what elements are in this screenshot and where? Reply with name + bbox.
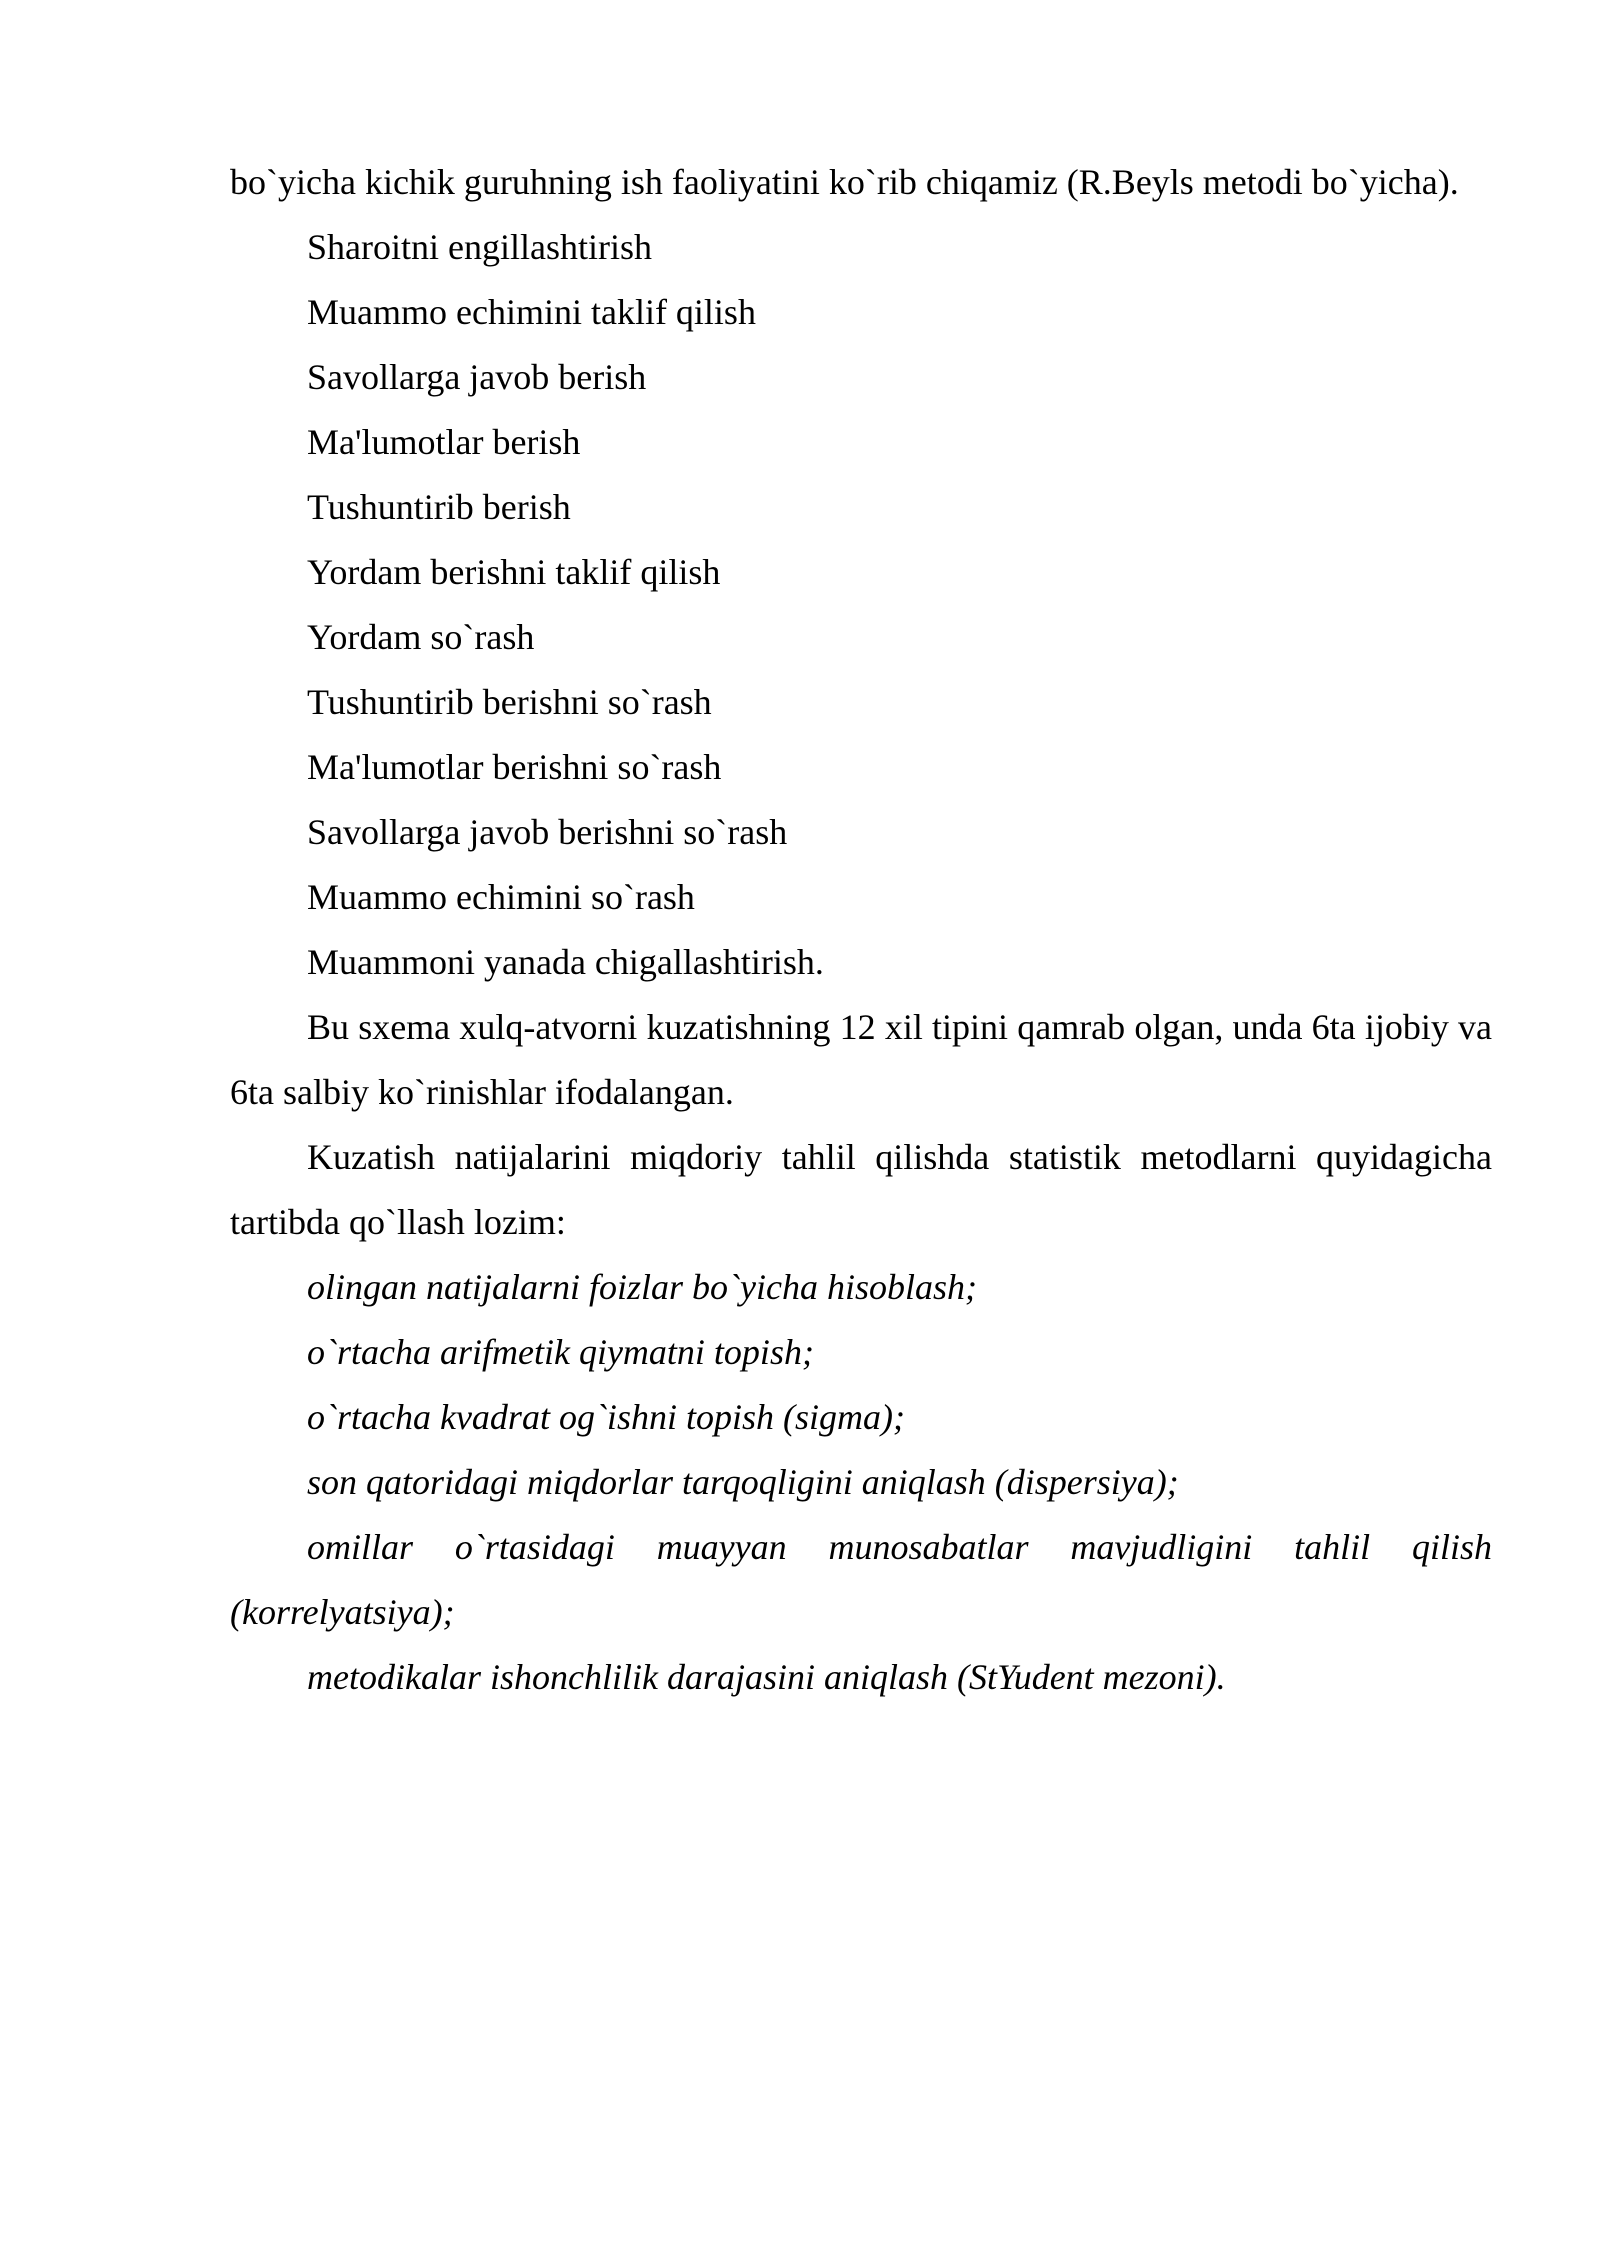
methods-list — [230, 1255, 1492, 1710]
behavior-list — [230, 215, 1492, 995]
stats-intro-paragraph: Kuzatish natijalarini miqdoriy tahlil qilishda statistik metodlarni quyidagicha tartibda qo`llash lozim: — [230, 1137, 1492, 1242]
behavior-item: Muammo echimini taklif qilish — [307, 292, 756, 332]
behavior-item: Yordam so`rash — [307, 617, 535, 657]
behavior-item: Muammo echimini so`rash — [307, 877, 695, 917]
behavior-item: Tushuntirib berish — [307, 487, 571, 527]
behavior-item: Sharoitni engillashtirish — [307, 227, 652, 267]
behavior-item: Savollarga javob berish — [307, 357, 647, 397]
method-item: metodikalar ishonchlilik darajasini aniqlash (StYudent mezoni). — [307, 1657, 1226, 1697]
method-item: olingan natijalarni foizlar bo`yicha hisoblash; — [307, 1267, 978, 1307]
method-item: omillar o`rtasidagi muayyan munosabatlar mavjudligini tahlil qilish (korrelyatsiya); — [230, 1527, 1492, 1632]
scheme-paragraph: Bu sxema xulq-atvorni kuzatishning 12 xil tipini qamrab olgan, unda 6ta ijobiy va 6ta salbiy ko`rinishlar ifodalangan. — [230, 1007, 1492, 1112]
behavior-item: Savollarga javob berishni so`rash — [307, 812, 788, 852]
method-item: o`rtacha arifmetik qiymatni topish; — [307, 1332, 814, 1372]
behavior-item: Muammoni yanada chigallashtirish. — [307, 942, 824, 982]
document-page — [230, 150, 1492, 1710]
behavior-item: Tushuntirib berishni so`rash — [307, 682, 712, 722]
intro-paragraph: bo`yicha kichik guruhning ish faoliyatini ko`rib chiqamiz (R.Beyls metodi bo`yicha). — [230, 162, 1459, 202]
behavior-item: Yordam berishni taklif qilish — [307, 552, 721, 592]
behavior-item: Ma'lumotlar berish — [307, 422, 581, 462]
behavior-item: Ma'lumotlar berishni so`rash — [307, 747, 722, 787]
method-item: o`rtacha kvadrat og`ishni topish (sigma); — [307, 1397, 905, 1437]
method-item: son qatoridagi miqdorlar tarqoqligini aniqlash (dispersiya); — [307, 1462, 1179, 1502]
